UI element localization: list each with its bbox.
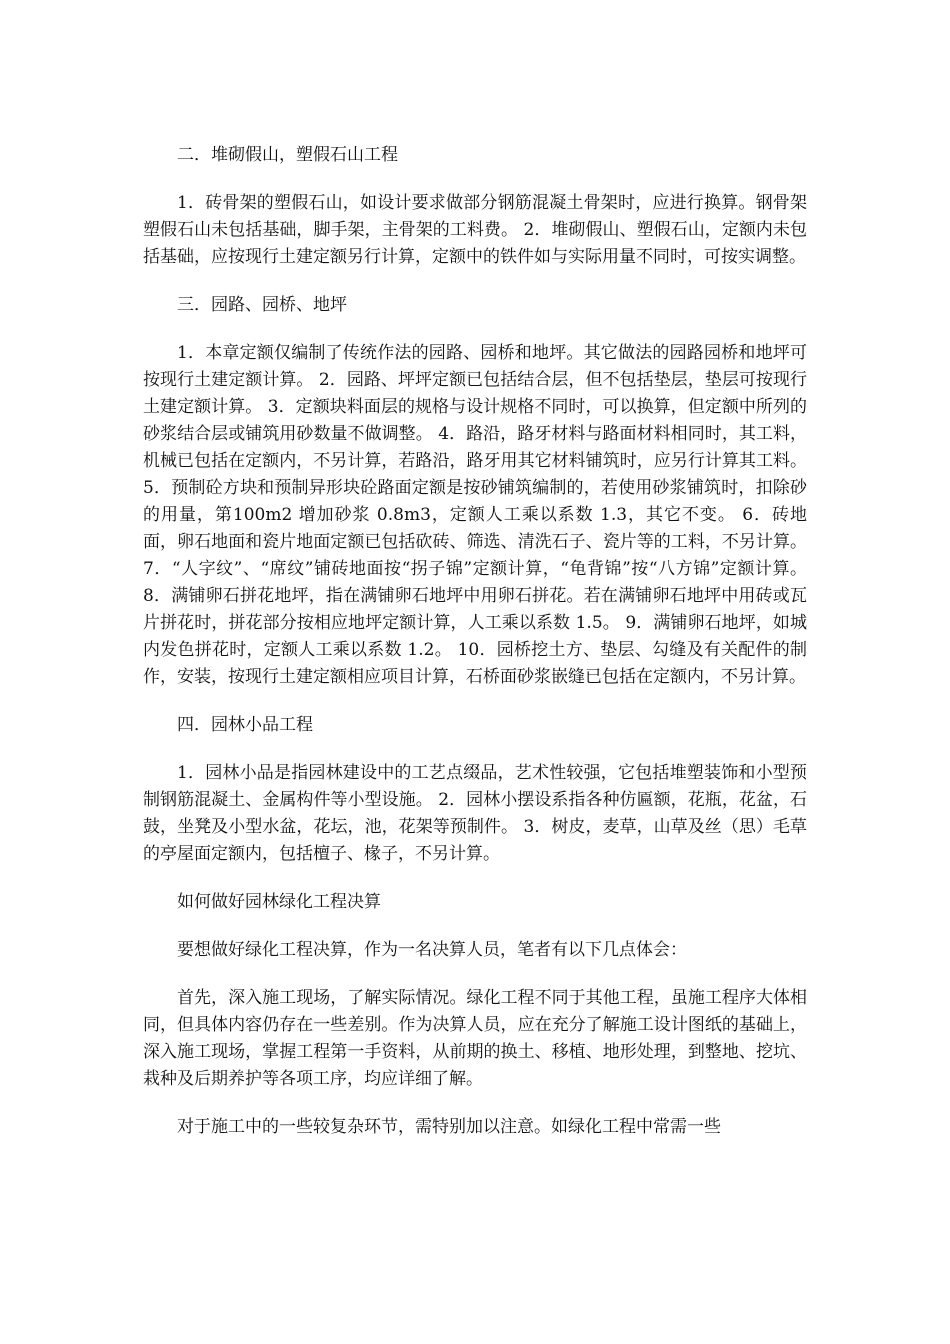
article-heading-settlement: 如何做好园林绿化工程决算 (177, 892, 381, 912)
paragraph-intro: 要想做好绿化工程决算，作为一名决算人员，笔者有以下几点体会： (177, 940, 687, 960)
section-heading-garden-features: 四．园林小品工程 (177, 715, 313, 735)
paragraph-garden-features-rules: 1．园林小品是指园林建设中的工艺点缀品，艺术性较强，它包括堆塑装饰和小型预制钢筋混凝土、金属构件等小型设施。 2．园林小摆设系指各种仿匾额，花瓶，花盆，石鼓，坐凳及小型水盆，花坛，池，花架等预制件。 3．树皮，麦草，山草及丝（思）毛草的亭屋面定额内，包括檀子、椽子，不另计算。 (143, 763, 807, 864)
paragraph-site-visit: 首先，深入施工现场，了解实际情况。绿化工程不同于其他工程，虽施工程序大体相同，但具体内容仍存在一些差别。作为决算人员，应在充分了解施工设计图纸的基础上，深入施工现场，掌握工程第一手资料，从前期的换土、移植、地形处理，到整地、挖坑、栽种及后期养护等各项工序，均应详细了解。 (143, 988, 807, 1089)
paragraph-complex-steps: 对于施工中的一些较复杂环节，需特别加以注意。如绿化工程中常需一些 (177, 1117, 721, 1137)
section-heading-paths-bridges: 三．园路、园桥、地坪 (177, 295, 347, 315)
document-page (143, 142, 807, 1162)
section-heading-rockery: 二．堆砌假山，塑假石山工程 (177, 145, 398, 165)
paragraph-paths-bridges-rules: 1．本章定额仅编制了传统作法的园路、园桥和地坪。其它做法的园路园桥和地坪可按现行土建定额计算。 2．园路、坪坪定额已包括结合层，但不包括垫层，垫层可按现行土建定额计算。 3．定额块料面层的规格与设计规格不同时，可以换算，但定额中所列的砂浆结合层或铺筑用砂数量不做调整。 4．路沿，路牙材料与路面材料相同时，其工料，机械已包括在定额内，不另计算，若路沿，路牙用其它材料铺筑时，应另行计算其工料。 5．预制砼方块和预制异形块砼路面定额是按砂铺筑编制的，若使用砂浆铺筑时，扣除砂的用量，第100m2 增加砂浆 0.8m3，定额人工乘以系数 1.3，其它不变。 6．砖地面，卵石地面和瓷片地面定额已包括砍砖、筛选、清洗石子、瓷片等的工料，不另计算。 7．“人字纹”、“席纹”铺砖地面按“拐子锦”定额计算，“龟背锦”按“八方锦”定额计算。 8．满铺卵石拼花地坪，指在满铺卵石地坪中用卵石拼花。若在满铺卵石地坪中用砖或瓦片拼花时，拼花部分按相应地坪定额计算，人工乘以系数 1.5。 9．满铺卵石地坪，如城内发色拼花时，定额人工乘以系数 1.2。 10．园桥挖土方、垫层、勾缝及有关配件的制作，安装，按现行土建定额相应项目计算，石桥面砂浆嵌缝已包括在定额内，不另计算。 (143, 343, 807, 687)
paragraph-rockery-rules: 1．砖骨架的塑假石山，如设计要求做部分钢筋混凝土骨架时，应进行换算。钢骨架塑假石山未包括基础，脚手架，主骨架的工料费。 2．堆砌假山、塑假石山，定额内未包括基础，应按现行土建定额另行计算，定额中的铁件如与实际用量不同时，可按实调整。 (143, 193, 807, 267)
